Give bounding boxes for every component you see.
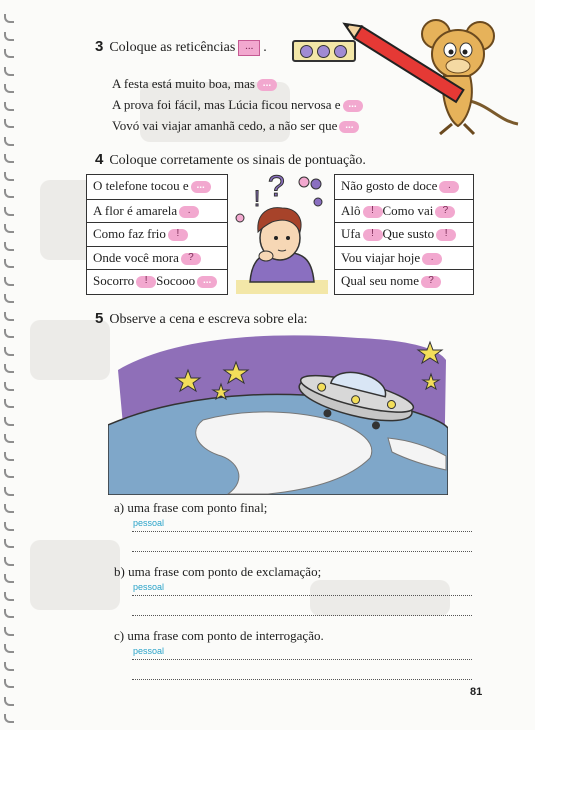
spiral-ring [4, 574, 14, 583]
exercise-instruction: Coloque corretamente os sinais de pontuação. [109, 153, 366, 168]
spiral-ring [4, 697, 14, 706]
table-row [87, 199, 227, 222]
spiral-ring [4, 487, 14, 496]
spiral-ring [4, 84, 14, 93]
spiral-ring [4, 49, 14, 58]
exercise-3-sentence [112, 76, 277, 92]
spiral-ring [4, 329, 14, 338]
punctuation-answer-mark: ! [363, 206, 383, 218]
spiral-ring [4, 347, 14, 356]
instruction-period: . [263, 40, 267, 55]
sentence-text: A festa está muito boa, mas [112, 76, 255, 91]
spiral-ring [4, 557, 14, 566]
phrase-text: O telefone tocou e [93, 178, 189, 193]
spiral-ring [4, 32, 14, 41]
punctuation-answer-mark: ! [168, 229, 188, 241]
spiral-ring [4, 662, 14, 671]
exercise-instruction: Coloque as reticências [109, 40, 236, 55]
show-through-shape [310, 580, 450, 616]
spiral-ring [4, 434, 14, 443]
spiral-ring [4, 154, 14, 163]
spiral-ring [4, 119, 14, 128]
exercise-3-title [95, 38, 267, 57]
exercise-number: 3 [95, 38, 104, 55]
spiral-binding [2, 0, 16, 730]
table-row [87, 222, 227, 245]
spiral-ring [4, 67, 14, 76]
phrase-text: Onde você mora [93, 249, 179, 265]
spiral-ring [4, 592, 14, 601]
exercise-number: 4 [95, 151, 104, 168]
sentence-text: Vovó vai viajar amanhã cedo, a não ser que [112, 118, 338, 133]
spiral-ring [4, 452, 14, 461]
punctuation-answer-mark: . [179, 206, 199, 218]
spiral-ring [4, 224, 14, 233]
spiral-ring [4, 102, 14, 111]
answer-note: pessoal [133, 646, 165, 656]
spiral-ring [4, 364, 14, 373]
punctuation-answer-mark: ... [191, 181, 211, 193]
writing-line[interactable] [132, 615, 472, 616]
spiral-ring [4, 294, 14, 303]
page-number: 81 [470, 686, 483, 698]
writing-line[interactable] [132, 531, 472, 532]
spiral-ring [4, 539, 14, 548]
phrase-text: A flor é amarela [93, 202, 178, 218]
exercise-3-sentence [112, 97, 363, 113]
spiral-ring [4, 189, 14, 198]
spiral-ring [4, 399, 14, 408]
punctuation-answer-mark: ... [343, 100, 363, 112]
svg-text:!: ! [254, 186, 261, 211]
table-row [335, 175, 473, 197]
spiral-ring [4, 504, 14, 513]
punctuation-answer-mark: ? [421, 276, 441, 288]
phrase-text: Não gosto de doce [341, 178, 438, 193]
show-through-shape [30, 320, 110, 380]
punctuation-answer-mark: ... [197, 276, 217, 288]
writing-line[interactable] [132, 551, 472, 552]
exercise-5-title [95, 310, 308, 329]
punctuation-answer-mark: ? [181, 253, 201, 265]
ufo-space-scene-illustration [108, 330, 448, 495]
spiral-ring [4, 522, 14, 531]
spiral-ring [4, 382, 14, 391]
writing-line[interactable] [132, 595, 472, 596]
spiral-ring [4, 137, 14, 146]
phrase-text: Vou viajar hoje [341, 249, 421, 265]
writing-line[interactable] [132, 659, 472, 660]
spiral-ring [4, 609, 14, 618]
table-row [87, 246, 227, 269]
sentence-text: A prova foi fácil, mas Lúcia ficou nervosa e [112, 97, 341, 112]
phrase-text: Socooo [156, 273, 196, 289]
punctuation-answer-mark: ! [436, 229, 456, 241]
spiral-ring [4, 679, 14, 688]
phrase-text: Socorro [93, 273, 135, 289]
punctuation-answer-mark: ... [257, 79, 277, 91]
punctuation-table-right [334, 174, 474, 295]
writing-line[interactable] [132, 679, 472, 680]
spiral-ring [4, 469, 14, 478]
monkey-mascot-illustration [340, 6, 530, 141]
spiral-ring [4, 259, 14, 268]
spiral-ring [4, 417, 14, 426]
punctuation-answer-mark: ! [136, 276, 156, 288]
phrase-text: Ufa [341, 226, 361, 242]
ellipsis-symbol-box: ... [238, 40, 260, 56]
spiral-ring [4, 714, 14, 723]
exercise-number: 5 [95, 310, 104, 327]
answer-note: pessoal [133, 518, 165, 528]
table-row [87, 175, 227, 197]
exercise-5-item-label: c) uma frase com ponto de interrogação. [114, 628, 324, 643]
table-row [335, 269, 473, 292]
phrase-text: Que susto [382, 226, 435, 242]
punctuation-answer-mark: ? [435, 206, 455, 218]
thinking-child-illustration [232, 162, 332, 296]
phrase-text: Como vai [382, 202, 434, 218]
svg-text:?: ? [268, 170, 285, 203]
exercise-instruction: Observe a cena e escreva sobre ela: [109, 312, 308, 327]
answer-note: pessoal [133, 582, 165, 592]
table-row [335, 246, 473, 269]
phrase-text: Como faz frio [93, 226, 166, 242]
spiral-ring [4, 242, 14, 251]
punctuation-answer-mark: ... [339, 121, 359, 133]
spiral-ring [4, 172, 14, 181]
table-row [87, 269, 227, 292]
dot-icon [317, 45, 330, 58]
spiral-ring [4, 277, 14, 286]
phrase-text: Alô [341, 202, 361, 218]
punctuation-table-left [86, 174, 228, 295]
spiral-ring [4, 312, 14, 321]
spiral-ring [4, 207, 14, 216]
table-row [335, 222, 473, 245]
exercise-3-sentence [112, 118, 359, 134]
spiral-ring [4, 644, 14, 653]
phrase-text: Qual seu nome [341, 273, 419, 289]
exercise-5-item-label: b) uma frase com ponto de exclamação; [114, 564, 322, 579]
punctuation-answer-mark: . [422, 253, 442, 265]
show-through-shape [30, 540, 120, 610]
dot-icon [300, 45, 313, 58]
punctuation-answer-mark: . [439, 181, 459, 193]
punctuation-answer-mark: ! [363, 229, 383, 241]
table-row [335, 199, 473, 222]
spiral-ring [4, 627, 14, 636]
exercise-5-item-label: a) uma frase com ponto final; [114, 500, 268, 515]
spiral-ring [4, 14, 14, 23]
